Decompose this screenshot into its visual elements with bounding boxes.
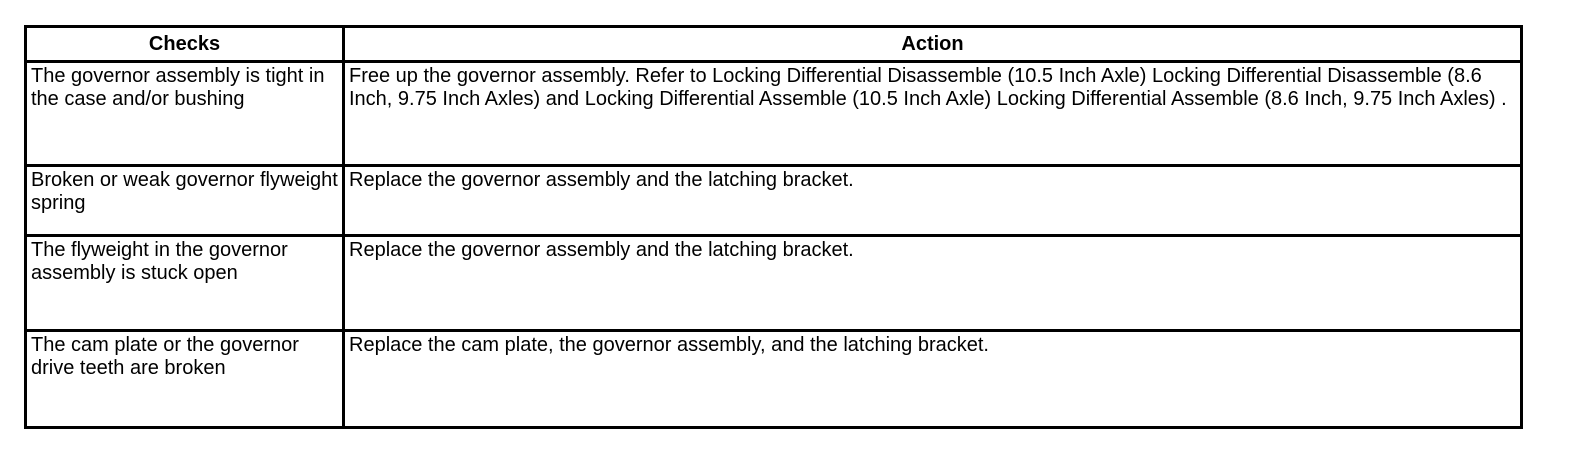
action-cell: Free up the governor assembly. Refer to Locking Differential Disassemble (10.5 Inch Axle) Locking Differential Disassemble (8.6 Inch, 9.75 Inch Axles) and Locking Differential Assemble (10.5 Inch Axle) Locking Differential Assemble (8.6 Inch, 9.75 Inch Axles) . <box>344 62 1522 166</box>
table-row <box>26 331 1522 428</box>
table-row <box>26 62 1522 166</box>
column-header-checks: Checks <box>26 27 344 62</box>
check-cell: The governor assembly is tight in the case and/or bushing <box>26 62 344 166</box>
action-cell: Replace the governor assembly and the latching bracket. <box>344 236 1522 331</box>
column-header-action: Action <box>344 27 1522 62</box>
check-cell: The cam plate or the governor drive teeth are broken <box>26 331 344 428</box>
diagnostic-table-container <box>24 25 1520 429</box>
action-cell: Replace the cam plate, the governor assembly, and the latching bracket. <box>344 331 1522 428</box>
table-header-row <box>26 27 1522 62</box>
action-cell: Replace the governor assembly and the latching bracket. <box>344 166 1522 236</box>
check-cell: The flyweight in the governor assembly is stuck open <box>26 236 344 331</box>
diagnostic-table <box>24 25 1523 429</box>
check-cell: Broken or weak governor flyweight spring <box>26 166 344 236</box>
table-row <box>26 236 1522 331</box>
table-row <box>26 166 1522 236</box>
